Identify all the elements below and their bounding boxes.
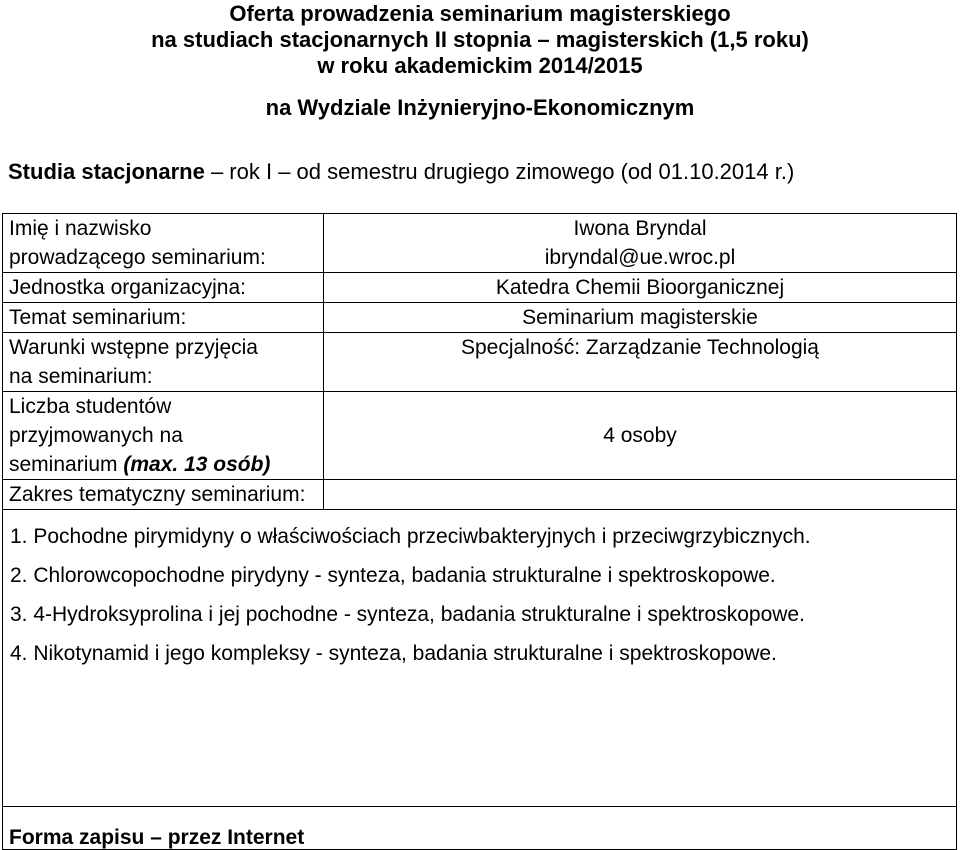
student-count-label-line-1: Liczba studentów — [9, 395, 172, 418]
row-scope — [3, 480, 957, 510]
student-count-label-line-2: przyjmowanych na — [9, 424, 183, 447]
enrollment-method: Forma zapisu – przez Internet — [3, 807, 957, 850]
row-name — [3, 214, 957, 273]
doc-title-line-2: na studiach stacjonarnych II stopnia – magisterskich (1,5 roku) — [151, 27, 809, 52]
name-label-line-2: prowadzącego seminarium: — [9, 246, 266, 269]
doc-title-line-4: na Wydziale Inżynieryjno-Ekonomicznym — [265, 95, 695, 120]
study-mode-bold: Studia stacjonarne — [8, 159, 205, 184]
supervisor-email: ibryndal@ue.wroc.pl — [544, 246, 736, 269]
topic-item: 1. Pochodne pirymidyny o właściwościach przeciwbakteryjnych i przeciwgrzybicznych. — [10, 525, 811, 548]
name-value — [324, 214, 957, 273]
conditions-label-line-1: Warunki wstępne przyjęcia — [9, 336, 258, 359]
study-mode-line — [8, 159, 794, 185]
topic-item: 4. Nikotynamid i jego kompleksy - synteza, badania strukturalne i spektroskopowe. — [10, 642, 777, 665]
study-mode-rest: – rok I – od semestru drugiego zimowego (od 01.10.2014 r.) — [204, 159, 795, 184]
student-count-label — [3, 392, 324, 480]
row-enrollment — [3, 807, 957, 850]
doc-title-line-1: Oferta prowadzenia seminarium magisterskiego — [229, 1, 731, 26]
name-label-line-1: Imię i nazwisko — [9, 217, 152, 240]
row-topics — [3, 510, 957, 807]
student-count-label-seminarium: seminarium — [9, 453, 124, 476]
conditions-value: Specjalność: Zarządzanie Technologią — [324, 333, 957, 392]
student-count-label-line-3 — [9, 450, 323, 479]
topic-item: 2. Chlorowcopochodne pirydyny - synteza, badania strukturalne i spektroskopowe. — [10, 564, 776, 587]
row-topic — [3, 303, 957, 333]
topics-list — [3, 510, 957, 807]
topic-label: Temat seminarium: — [3, 303, 324, 333]
row-unit — [3, 273, 957, 303]
name-label — [3, 214, 324, 273]
supervisor-name: Iwona Bryndal — [573, 217, 707, 240]
topic-item: 3. 4-Hydroksyprolina i jej pochodne - synteza, badania strukturalne i spektroskopowe. — [10, 603, 805, 626]
doc-title-line-3: w roku akademickim 2014/2015 — [317, 53, 643, 78]
topic-value: Seminarium magisterskie — [324, 303, 957, 333]
student-count-value: 4 osoby — [324, 392, 957, 480]
student-count-max: (max. 13 osób) — [123, 453, 271, 476]
unit-value: Katedra Chemii Bioorganicznej — [324, 273, 957, 303]
scope-label: Zakres tematyczny seminarium: — [3, 480, 324, 510]
scope-empty — [324, 480, 957, 510]
row-student-count — [3, 392, 957, 480]
conditions-label — [3, 333, 324, 392]
row-conditions — [3, 333, 957, 392]
seminar-offer-table — [2, 213, 957, 850]
conditions-label-line-2: na seminarium: — [9, 365, 153, 388]
unit-label: Jednostka organizacyjna: — [3, 273, 324, 303]
